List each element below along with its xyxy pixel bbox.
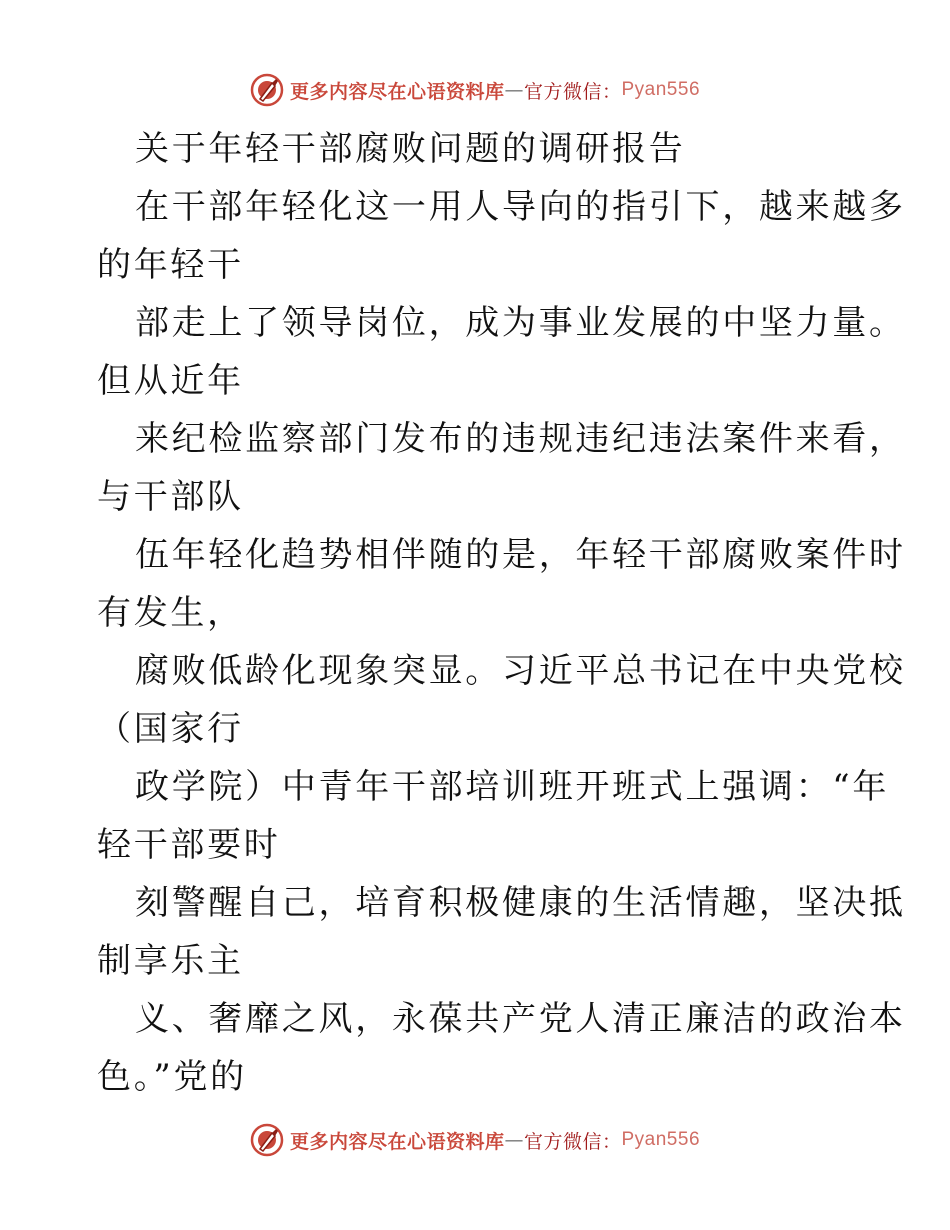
pen-logo-icon bbox=[250, 73, 284, 107]
text-line: 在干部年轻化这一用人导向的指引下，越来越多 bbox=[135, 187, 906, 227]
banner-wechat-label: 官方微信： bbox=[523, 80, 622, 103]
banner-wechat-label: 官方微信： bbox=[523, 1130, 622, 1153]
text-line: 政学院）中青年干部培训班开班式上强调：“年 bbox=[135, 767, 890, 807]
text-line: 部走上了领导岗位，成为事业发展的中坚力量。 bbox=[135, 303, 906, 343]
header-banner bbox=[0, 70, 950, 110]
banner-main-text: 更多内容尽在心语资料库 bbox=[289, 1130, 505, 1153]
text-line: 刻警醒自己，培育积极健康的生活情趣，坚决抵 bbox=[135, 883, 906, 923]
banner-separator: — bbox=[504, 1129, 524, 1151]
banner-main-text: 更多内容尽在心语资料库 bbox=[289, 80, 505, 103]
text-line: 与干部队 bbox=[97, 477, 244, 517]
text-line: 有发生， bbox=[97, 593, 244, 633]
banner-wechat-id: Pyan556 bbox=[621, 79, 701, 100]
text-line: 的年轻干 bbox=[97, 245, 244, 285]
text-line: 伍年轻化趋势相伴随的是，年轻干部腐败案件时 bbox=[135, 535, 906, 575]
text-line: 轻干部要时 bbox=[97, 825, 281, 865]
text-line: 来纪检监察部门发布的违规违纪违法案件来看， bbox=[135, 419, 906, 459]
pen-logo-icon bbox=[250, 1123, 284, 1157]
banner-wechat-id: Pyan556 bbox=[621, 1129, 701, 1150]
text-line: 但从近年 bbox=[97, 361, 244, 401]
text-line: 义、奢靡之风，永葆共产党人清正廉洁的政治本 bbox=[135, 999, 906, 1039]
document-title: 关于年轻干部腐败问题的调研报告 bbox=[135, 129, 686, 169]
banner-separator: — bbox=[504, 79, 524, 101]
text-line: 腐败低龄化现象突显。习近平总书记在中央党校 bbox=[135, 651, 906, 691]
text-line: 制享乐主 bbox=[97, 941, 244, 981]
text-line: 色。”党的 bbox=[97, 1057, 247, 1097]
text-line: （国家行 bbox=[97, 709, 244, 749]
footer-banner bbox=[0, 1120, 950, 1160]
document-body bbox=[97, 120, 906, 1106]
